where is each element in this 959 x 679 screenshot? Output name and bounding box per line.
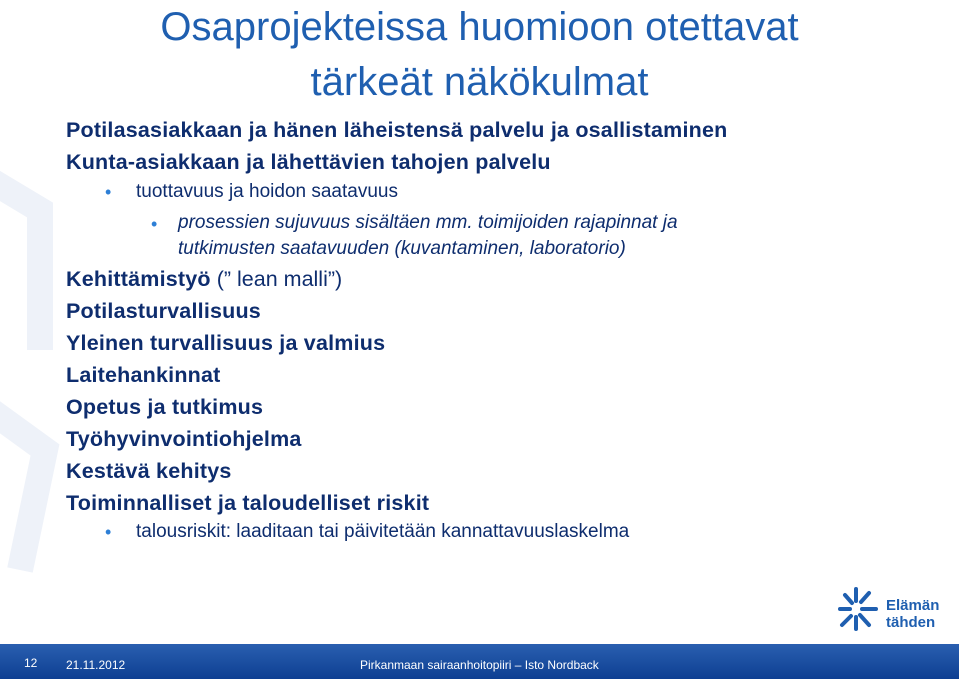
list-item: Opetus ja tutkimus [66, 395, 264, 419]
logo-text [886, 597, 939, 631]
bullet-icon: • [151, 214, 158, 234]
title-line-2: tärkeät näkökulmat [310, 60, 649, 104]
list-item: Laitehankinnat [66, 363, 221, 387]
footer-date: 21.11.2012 [66, 658, 126, 672]
list-item: Yleinen turvallisuus ja valmius [66, 331, 386, 355]
logo-text-line-1: Elämän [886, 597, 940, 614]
sub-sub-list-item-continued: tutkimusten saatavuuden (kuvantaminen, laboratorio) [178, 238, 626, 259]
bullet-icon: • [105, 182, 112, 202]
page-number: 12 [24, 656, 38, 670]
bullet-icon: • [105, 522, 112, 542]
sub-sub-list-item: prosessien sujuvuus sisältäen mm. toimijoiden rajapinnat ja [178, 212, 678, 233]
list-item: Toiminnalliset ja taloudelliset riskit [66, 491, 430, 515]
list-item: Kunta-asiakkaan ja lähettävien tahojen palvelu [66, 150, 551, 174]
list-item: Potilasasiakkaan ja hänen läheistensä palvelu ja osallistaminen [66, 118, 728, 142]
list-item [66, 267, 342, 292]
footer-organization: Pirkanmaan sairaanhoitopiiri – Isto Nordback [360, 658, 599, 672]
background-cross-watermark [0, 150, 70, 630]
slide-title [0, 0, 959, 110]
list-item: Kestävä kehitys [66, 459, 232, 483]
title-line-1: Osaprojekteissa huomioon otettavat [160, 5, 799, 49]
list-item: Työhyvinvointiohjelma [66, 427, 302, 451]
footer-bar [0, 644, 959, 679]
list-item-bold: Kehittämistyö [66, 267, 211, 291]
logo-text-line-2: tähden [886, 614, 936, 631]
list-item: Potilasturvallisuus [66, 299, 261, 323]
sub-list-item: talousriskit: laaditaan tai päivitetään kannattavuuslaskelma [136, 521, 630, 542]
sub-list-item: tuottavuus ja hoidon saatavuus [136, 181, 398, 202]
list-item-rest: (” lean malli”) [210, 267, 343, 291]
